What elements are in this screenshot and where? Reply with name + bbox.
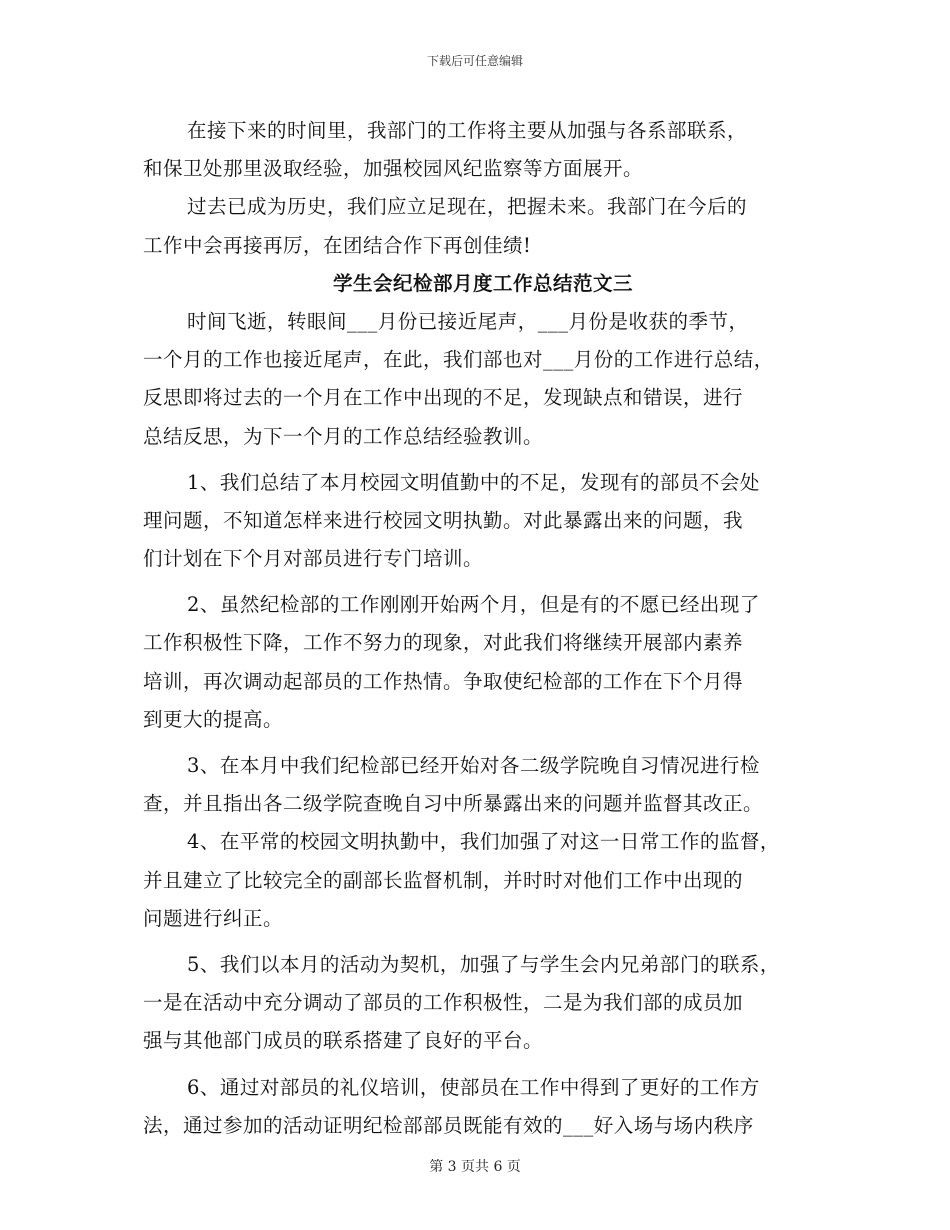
paragraph-line: 理问题，不知道怎样来进行校园文明执勤。对此暴露出来的问题，我: [143, 508, 744, 532]
paragraph-line: 4、在平常的校园文明执勤中，我们加强了对这一日常工作的监督，: [187, 830, 780, 854]
paragraph-line: 时间飞逝，转眼间___月份已接近尾声，___月份是收获的季节，: [187, 309, 749, 333]
paragraph-line: 一个月的工作也接近尾声，在此，我们部也对___月份的工作进行总结，: [143, 348, 774, 372]
paragraph-line: 和保卫处那里汲取经验，加强校园风纪监察等方面展开。: [143, 157, 644, 181]
paragraph-line: 过去已成为历史，我们应立足现在，把握未来。我部门在今后的: [187, 195, 748, 219]
paragraph-line: 培训，再次调动起部员的工作热情。争取使纪检部的工作在下个月得: [143, 669, 744, 693]
paragraph-line: 1、我们总结了本月校园文明值勤中的不足，发现有的部员不会处: [187, 470, 760, 494]
paragraph-line: 2、虽然纪检部的工作刚刚开始两个月，但是有的不愿已经出现了: [187, 593, 760, 617]
paragraph-line: 们计划在下个月对部员进行专门培训。: [143, 547, 484, 571]
section-title: 学生会纪检部月度工作总结范文三: [332, 271, 633, 295]
page-footer: 第 3 页共 6 页: [429, 1159, 521, 1175]
paragraph-line: 到更大的提高。: [143, 707, 284, 731]
paragraph-line: 并且建立了比较完全的副部长监督机制，并时时对他们工作中出现的: [143, 868, 744, 892]
paragraph-line: 总结反思，为下一个月的工作总结经验教训。: [143, 424, 544, 448]
paragraph-line: 在接下来的时间里，我部门的工作将主要从加强与各系部联系，: [187, 119, 748, 142]
paragraph-line: 查，并且指出各二级学院查晚自习中所暴露出来的问题并监督其改正。: [143, 792, 764, 816]
page-header: 下载后可任意编辑: [426, 54, 523, 68]
paragraph-line: 一是在活动中充分调动了部员的工作积极性，二是为我们部的成员加: [143, 991, 744, 1015]
document-body: [143, 112, 823, 1145]
paragraph-line: 工作中会再接再厉，在团结合作下再创佳绩!: [143, 233, 532, 257]
paragraph-line: 强与其他部门成员的联系搭建了良好的平台。: [143, 1029, 544, 1053]
paragraph-line: 3、在本月中我们纪检部已经开始对各二级学院晚自习情况进行检: [187, 754, 760, 777]
paragraph-line: 6、通过对部员的礼仪培训，使部员在工作中得到了更好的工作方: [187, 1075, 760, 1099]
paragraph-line: 5、我们以本月的活动为契机，加强了与学生会内兄弟部门的联系，: [187, 952, 780, 976]
paragraph-line: 工作积极性下降，工作不努力的现象，对此我们将继续开展部内素养: [143, 631, 744, 655]
paragraph-line: 法，通过参加的活动证明纪检部部员既能有效的___好入场与场内秩序: [143, 1113, 754, 1137]
paragraph-line: 问题进行纠正。: [143, 906, 284, 930]
paragraph-line: 反思即将过去的一个月在工作中出现的不足，发现缺点和错误，进行: [143, 386, 744, 410]
